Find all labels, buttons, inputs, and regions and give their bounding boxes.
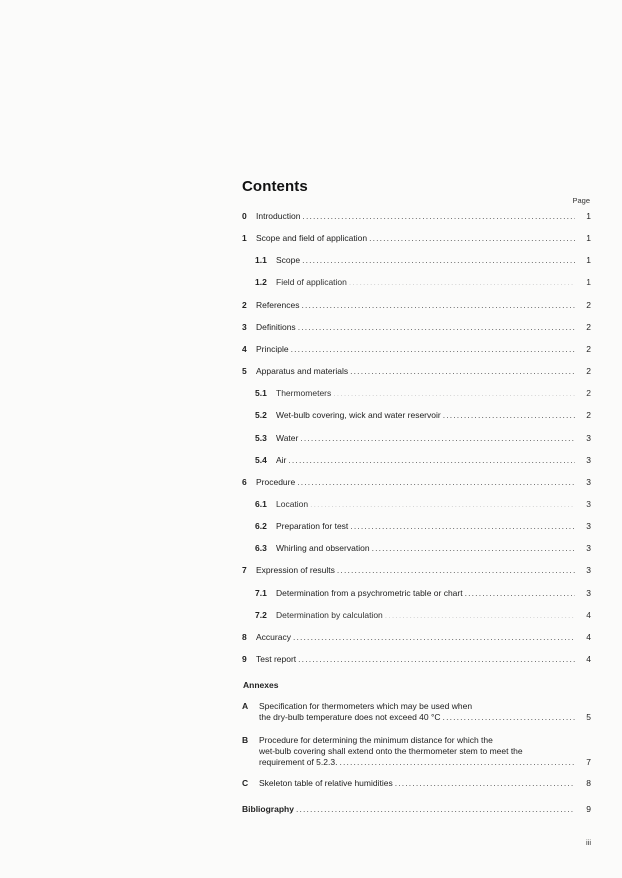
dot-leader (291, 344, 575, 355)
annex-letter: B (242, 735, 249, 745)
dot-leader (369, 233, 575, 244)
toc-entry-page: 2 (586, 410, 591, 421)
toc-entry-number: 7.1 (255, 587, 267, 598)
dot-leader (293, 632, 575, 643)
dot-leader (297, 477, 575, 488)
toc-entry-title: Accuracy (256, 631, 291, 642)
toc-entry-page: 3 (586, 498, 591, 509)
toc-entry-number: 5.3 (255, 432, 267, 443)
dot-leader (302, 255, 575, 266)
toc-entry-number: 6 (242, 476, 247, 487)
dot-leader (296, 804, 575, 815)
dot-leader (395, 778, 575, 789)
toc-entry-number: 5 (242, 366, 247, 376)
dot-leader (298, 654, 575, 665)
dot-leader (443, 712, 575, 723)
toc-entry-number: 5.1 (255, 388, 267, 399)
dot-leader (288, 455, 575, 466)
toc-entry-title: Principle (256, 343, 289, 354)
toc-entry-page: 3 (586, 587, 591, 598)
toc-entry-page: 4 (586, 654, 591, 664)
toc-entry-page: 2 (586, 366, 591, 376)
toc-entry-title: Introduction (256, 211, 301, 221)
toc-entry-number: 4 (242, 343, 247, 354)
dot-leader (349, 277, 575, 288)
toc-entry-page: 3 (586, 521, 591, 532)
toc-entry-title: Preparation for test (276, 521, 349, 532)
toc-entry-title: Air (276, 454, 287, 465)
dot-leader (333, 388, 575, 399)
annex-letter: A (242, 701, 249, 711)
toc-entry-number: 1.1 (255, 255, 267, 266)
toc-entry-number: 1.2 (255, 277, 267, 288)
toc-entry-page: 1 (586, 255, 591, 266)
toc-entry-page: 2 (586, 343, 591, 354)
toc-entry-page: 4 (586, 631, 591, 642)
toc-entry-page: 2 (586, 321, 591, 332)
toc-entry-number: 6.2 (255, 521, 267, 532)
toc-entry-number: 6.1 (255, 498, 267, 509)
page-title: Contents (242, 178, 308, 195)
toc-entry-number: 5.4 (255, 454, 267, 465)
toc-entry-title: Determination by calculation (276, 609, 383, 620)
page-column-label: Page (572, 196, 590, 205)
bibliography-title: Bibliography (242, 804, 294, 814)
toc-entry-number: 0 (242, 211, 247, 221)
toc-entry-title: Thermometers (276, 388, 332, 399)
toc-entry-number: 5.2 (255, 410, 267, 421)
dot-leader (372, 543, 575, 554)
toc-entry-title: Definitions (256, 321, 296, 332)
dot-leader (301, 300, 575, 311)
dot-leader (350, 521, 575, 532)
toc-entry-page: 2 (586, 388, 591, 399)
dot-leader (298, 322, 575, 333)
toc-entry-title: Apparatus and materials (256, 366, 349, 376)
toc-entry-page: 3 (586, 454, 591, 465)
page-number: iii (586, 838, 591, 847)
dot-leader (339, 757, 575, 768)
dot-leader (337, 565, 575, 576)
annex-title-line: wet-bulb covering shall extend onto the thermometer stem to meet the (259, 746, 523, 756)
toc-entry-number: 8 (242, 631, 247, 642)
toc-entry-title: Whirling and observation (276, 543, 370, 554)
toc-entry-page: 4 (586, 609, 591, 620)
toc-entry-title: Water (276, 432, 299, 443)
toc-entry-page: 3 (586, 565, 591, 576)
annexes-heading: Annexes (243, 680, 279, 690)
toc-entry-title: Field of application (276, 277, 347, 288)
toc-entry-title: Scope and field of application (256, 233, 368, 244)
toc-entry-page: 2 (586, 299, 591, 310)
toc-entry-number: 1 (242, 233, 247, 244)
toc-entry-title: Location (276, 498, 309, 509)
dot-leader (443, 410, 575, 421)
bibliography-page: 9 (586, 804, 591, 814)
toc-entry-page: 3 (586, 543, 591, 554)
toc-entry-title: Determination from a psychrometric table or chart (276, 587, 463, 598)
toc-entry-page: 1 (586, 277, 591, 288)
toc-entry-page: 3 (586, 476, 591, 487)
annex-page: 7 (586, 757, 591, 767)
toc-entry-number: 7 (242, 565, 247, 576)
annex-letter: C (242, 778, 249, 788)
dot-leader (385, 610, 575, 621)
toc-entry-number: 2 (242, 299, 247, 310)
toc-entry-page: 3 (586, 432, 591, 443)
annex-page: 8 (586, 778, 591, 788)
annex-title-line: the dry-bulb temperature does not exceed 40 °C (259, 712, 441, 722)
dot-leader (310, 499, 575, 510)
dot-leader (300, 433, 575, 444)
annex-page: 5 (586, 712, 591, 722)
dot-leader (465, 588, 575, 599)
annex-title-line: Skeleton table of relative humidities (259, 778, 393, 788)
dot-leader (302, 211, 575, 222)
annex-title-line: Procedure for determining the minimum distance for which the (259, 735, 493, 745)
toc-entry-title: References (256, 299, 300, 310)
annex-title-line: requirement of 5.2.3. (259, 757, 338, 767)
toc-entry-title: Wet-bulb covering, wick and water reservoir (276, 410, 441, 421)
toc-entry-number: 3 (242, 321, 247, 332)
toc-entry-page: 1 (586, 233, 591, 244)
toc-entry-title: Procedure (256, 476, 296, 487)
dot-leader (350, 366, 575, 377)
toc-entry-title: Scope (276, 255, 301, 266)
toc-entry-title: Expression of results (256, 565, 335, 576)
toc-entry-page: 1 (586, 211, 591, 221)
toc-entry-number: 7.2 (255, 609, 267, 620)
toc-entry-number: 6.3 (255, 543, 267, 554)
toc-entry-number: 9 (242, 654, 247, 664)
toc-entry-title: Test report (256, 654, 297, 664)
annex-title-line: Specification for thermometers which may be used when (259, 701, 473, 711)
